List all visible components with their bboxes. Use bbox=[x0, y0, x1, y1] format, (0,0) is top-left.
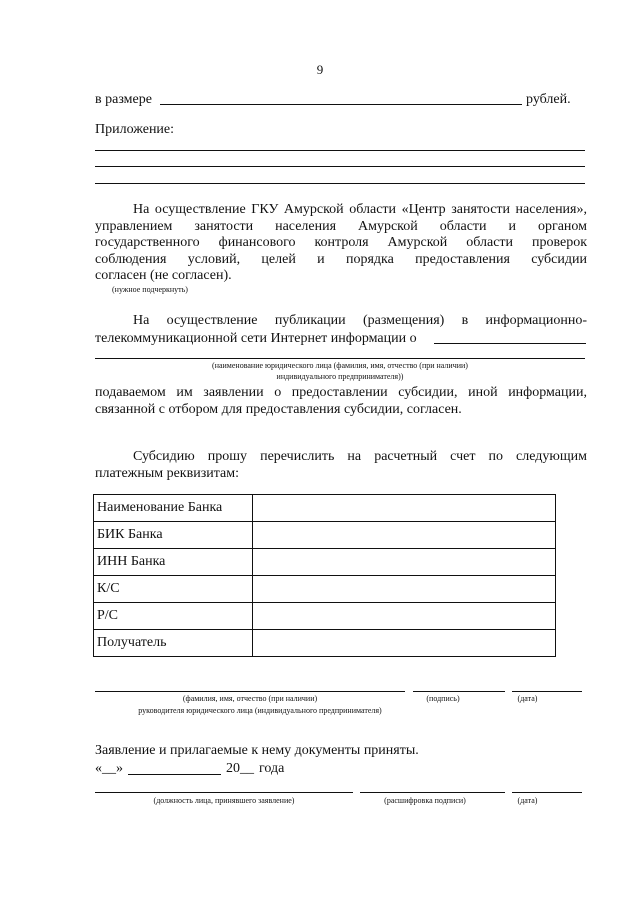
acceptance-year-suffix: года bbox=[259, 761, 285, 776]
consent-check-line: управлением занятости населения Амурской области и органом bbox=[95, 218, 587, 234]
amount-blank-line bbox=[160, 104, 522, 105]
amount-prefix: в размере bbox=[95, 92, 152, 107]
attachment-line-2 bbox=[95, 166, 585, 167]
name-caption: (фамилия, имя, отчество (при наличии) bbox=[182, 694, 318, 703]
acceptance-text: Заявление и прилагаемые к нему документы приняты. bbox=[95, 743, 419, 758]
table-row bbox=[94, 495, 556, 522]
transfer-line: платежным реквизитам: bbox=[95, 465, 239, 481]
amount-suffix: рублей. bbox=[526, 92, 571, 107]
signature-caption: (подпись) bbox=[426, 694, 460, 703]
row-label: Получатель bbox=[94, 630, 253, 657]
publication-blank-line-2 bbox=[95, 358, 585, 359]
date-caption: (дата) bbox=[517, 694, 538, 703]
table-row bbox=[94, 549, 556, 576]
publication-after-line: связанной с отбором для предоставления субсидии, согласен. bbox=[95, 401, 462, 417]
consent-check-paragraph bbox=[95, 202, 587, 285]
publication-line-1: На осуществление публикации (размещения) в информационно- bbox=[133, 313, 587, 328]
consent-check-line: соблюдения условий, целей и порядка предоставления субсидии bbox=[95, 251, 587, 267]
table-row bbox=[94, 630, 556, 657]
transfer-line: Субсидию прошу перечислить на расчетный счет по следующим bbox=[133, 449, 587, 464]
name-line bbox=[95, 691, 405, 692]
acceptance-year: 20__ bbox=[226, 761, 254, 776]
consent-check-line: На осуществление ГКУ Амурской области «Центр занятости населения», bbox=[133, 202, 587, 217]
row-label: К/С bbox=[94, 576, 253, 603]
publication-after-line: подаваемом им заявлении о предоставлении субсидии, иной информации, bbox=[95, 385, 587, 400]
acceptance-date-caption: (дата) bbox=[517, 796, 538, 805]
head-caption: руководителя юридического лица (индивидуального предпринимателя) bbox=[138, 706, 382, 715]
consent-publication-paragraph bbox=[95, 313, 587, 330]
row-value[interactable] bbox=[253, 603, 556, 630]
acceptance-day: «__» bbox=[95, 761, 123, 776]
transfer-paragraph bbox=[95, 449, 587, 482]
date-line bbox=[512, 691, 582, 692]
table-row bbox=[94, 603, 556, 630]
acceptance-date-line bbox=[512, 792, 582, 793]
row-value[interactable] bbox=[253, 549, 556, 576]
row-value[interactable] bbox=[253, 495, 556, 522]
publication-caption-1: (наименование юридического лица (фамилия, имя, отчество (при наличии) bbox=[212, 361, 468, 370]
acceptance-month-line bbox=[128, 774, 221, 775]
page-number: 9 bbox=[316, 62, 324, 77]
publication-blank-line-1 bbox=[434, 343, 586, 344]
row-label: Наименование Банка bbox=[94, 495, 253, 522]
decoding-line bbox=[360, 792, 505, 793]
row-label: БИК Банка bbox=[94, 522, 253, 549]
publication-after-paragraph bbox=[95, 385, 587, 418]
signature-line bbox=[413, 691, 505, 692]
row-value[interactable] bbox=[253, 630, 556, 657]
table-row bbox=[94, 576, 556, 603]
attachment-line-1 bbox=[95, 150, 585, 151]
row-value[interactable] bbox=[253, 522, 556, 549]
row-label: ИНН Банка bbox=[94, 549, 253, 576]
row-value[interactable] bbox=[253, 576, 556, 603]
underline-note: (нужное подчеркнуть) bbox=[112, 285, 188, 294]
publication-caption-2: индивидуального предпринимателя)) bbox=[276, 372, 404, 381]
publication-line-2: телекоммуникационной сети Интернет информации о bbox=[95, 331, 417, 346]
position-caption: (должность лица, принявшего заявление) bbox=[153, 796, 295, 805]
bank-details-table bbox=[93, 494, 556, 657]
attachment-line-3 bbox=[95, 183, 585, 184]
table-row bbox=[94, 522, 556, 549]
decoding-caption: (расшифровка подписи) bbox=[384, 796, 466, 805]
position-line bbox=[95, 792, 353, 793]
attachment-label: Приложение: bbox=[95, 122, 175, 137]
consent-check-line: государственного финансового контроля Амурской области проверок bbox=[95, 235, 587, 251]
row-label: Р/С bbox=[94, 603, 253, 630]
consent-check-line: согласен (не согласен). bbox=[95, 268, 232, 284]
